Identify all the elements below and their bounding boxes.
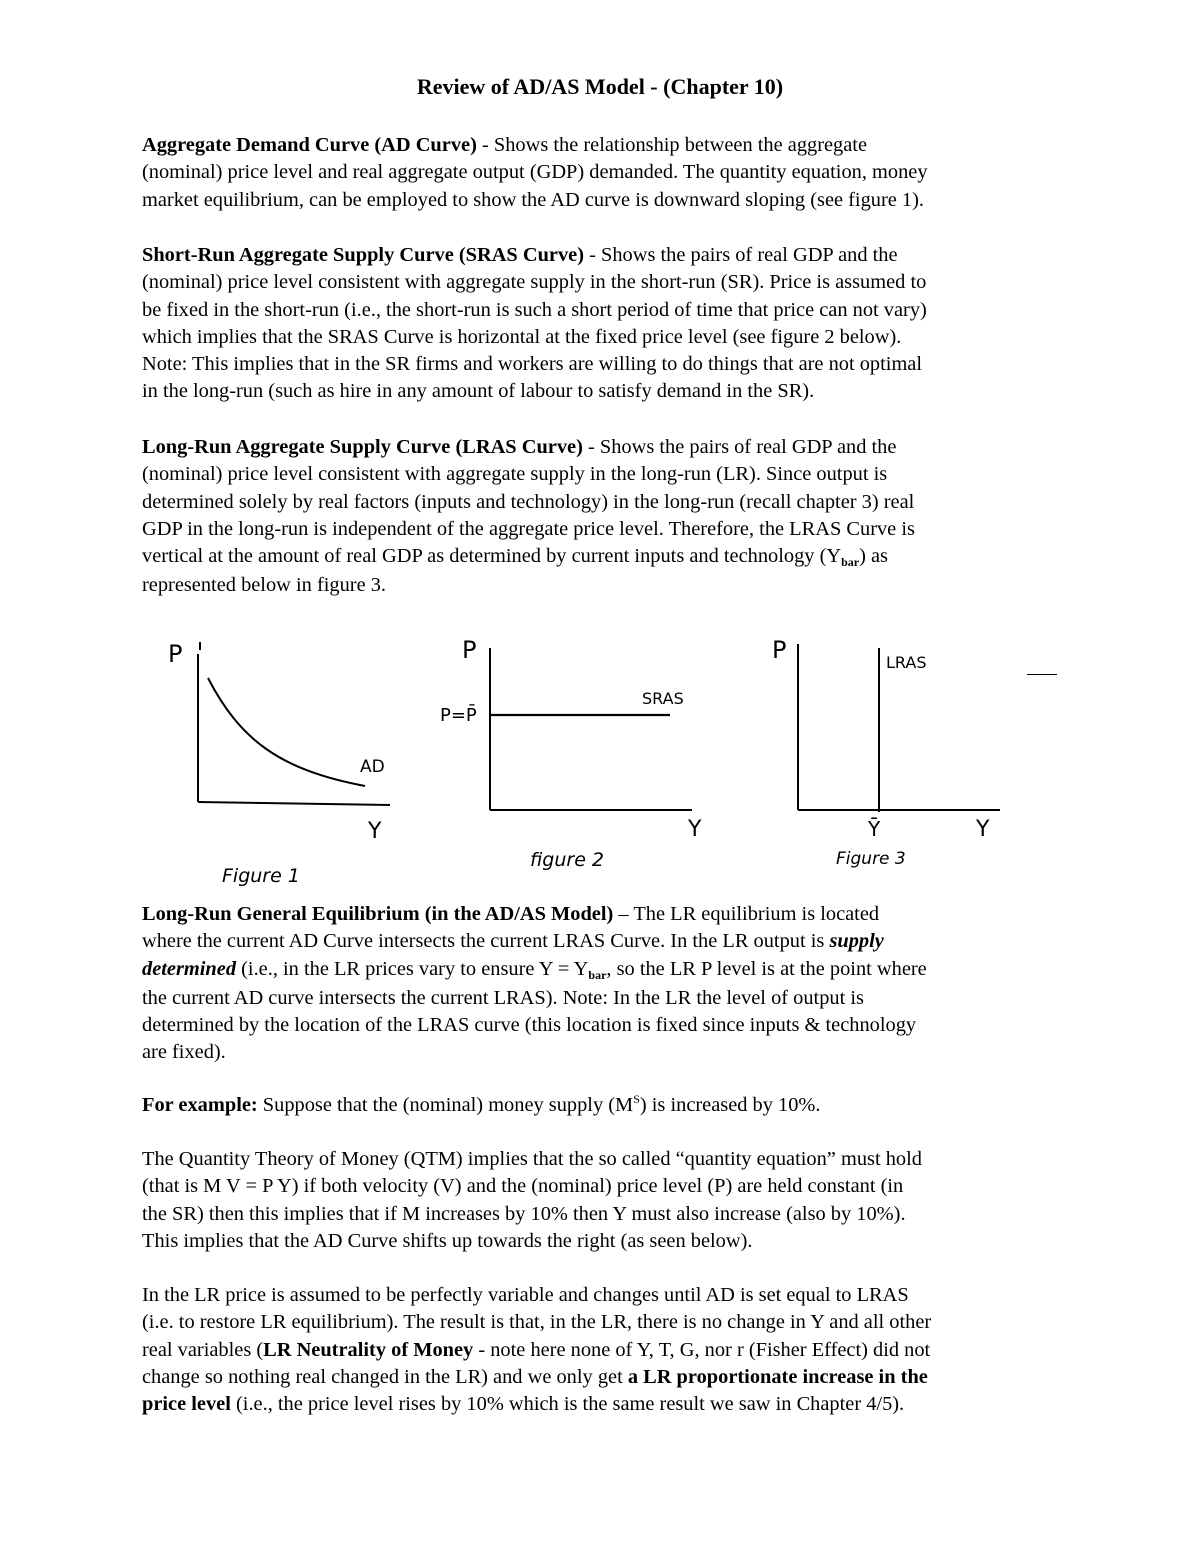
text-line: (nominal) price level consistent with aggregate supply in the short-run (SR). Price is assumed to — [142, 271, 927, 294]
figure-2-caption: figure 2 — [530, 849, 605, 871]
text-line: - Shows the pairs of real GDP and the — [584, 244, 898, 266]
figure-1-ad-diagram — [160, 630, 410, 890]
ad-heading: Aggregate Demand Curve (AD Curve) — [142, 134, 477, 156]
axis-label-y: Y — [688, 817, 702, 842]
text-line: the SR) then this implies that if M increases by 10% then Y must also increase (also by 10%). — [142, 1202, 906, 1225]
subscript: bar — [588, 967, 607, 982]
emphasis-text: a LR proportionate increase in the — [627, 1365, 928, 1388]
text-line: The Quantity Theory of Money (QTM) implies that the so called “quantity equation” must hold — [142, 1148, 922, 1170]
emphasis-text: supply — [829, 930, 884, 953]
sras-heading: Short-Run Aggregate Supply Curve (SRAS Curve) — [142, 244, 585, 266]
text-line: represented below in figure 3. — [142, 574, 387, 597]
text-line: (i.e. to restore LR equilibrium). The result is that, in the LR, there is no change in Y and all other — [142, 1311, 932, 1334]
text-line: - Shows the relationship between the aggregate — [476, 134, 868, 156]
price-level-label: P=P̄ — [440, 705, 477, 726]
text-line: GDP in the long-run is independent of the aggregate price level. Therefore, the LRAS Curve is — [142, 517, 915, 540]
axis-label-y: Y — [976, 817, 990, 842]
text-line: determined by the location of the LRAS curve (this location is fixed since inputs & technology — [142, 1014, 917, 1037]
axis-label-p: P — [168, 640, 183, 668]
text-line: which implies that the SRAS Curve is horizontal at the fixed price level (see figure 2 below). — [142, 325, 902, 348]
axis-label-y: Y — [368, 819, 382, 844]
ybar-label: Ȳ — [868, 817, 881, 841]
lras-curve-paragraph — [142, 434, 1062, 600]
figure-2-sras-diagram — [420, 630, 720, 890]
lr-price-paragraph — [142, 1282, 1062, 1418]
lr-equilibrium-paragraph — [142, 901, 1062, 1067]
text-line: where the current AD Curve intersects the current LRAS Curve. In the LR output is supply — [142, 930, 884, 953]
stray-dash-mark — [1027, 674, 1057, 675]
subscript: bar — [841, 555, 860, 570]
text-line: (nominal) price level and real aggregate output (GDP) demanded. The quantity equation, money — [142, 161, 928, 184]
text-line: the current AD curve intersects the current LRAS). Note: In the LR the level of output is — [142, 986, 864, 1009]
text-line: are fixed). — [142, 1041, 226, 1064]
figure-1-caption: Figure 1 — [222, 865, 300, 887]
axis-label-p: P — [462, 636, 477, 664]
qtm-paragraph — [142, 1146, 1062, 1255]
superscript: S — [633, 1092, 640, 1106]
example-paragraph: For example: Suppose that the (nominal) money supply $(M^S)$ is increased by 10%. — [142, 1092, 821, 1116]
text-line: change so nothing real changed in the LR) and we only get a LR proportionate increase in the — [142, 1365, 928, 1388]
text-line: This implies that the AD Curve shifts up towards the right (as seen below). — [142, 1229, 753, 1252]
axis-label-p: P — [772, 636, 787, 664]
x-axis — [198, 802, 390, 805]
ad-curve-paragraph — [142, 132, 1062, 214]
lras-curve-label: LRAS — [886, 653, 927, 672]
text-line: determined solely by real factors (inputs and technology) in the long-run (recall chapter 3) real — [142, 490, 915, 513]
figure-3-caption: Figure 3 — [836, 849, 906, 869]
text-line: (nominal) price level consistent with aggregate supply in the long-run (LR). Since output is — [142, 463, 888, 486]
figure-3-lras-diagram — [760, 630, 1020, 890]
emphasis-text: LR Neutrality of Money — [263, 1338, 474, 1361]
text-line: Note: This implies that in the SR firms and workers are willing to do things that are not optimal — [142, 353, 923, 376]
text-line: determined (i.e., in the LR prices vary to ensure Y = Ybar, so the LR P level is at the point where — [142, 957, 927, 982]
ad-curve — [208, 678, 365, 786]
emphasis-text: price level — [142, 1393, 231, 1416]
page-title: Review of AD/AS Model - (Chapter 10) — [416, 74, 784, 99]
text-line: In the LR price is assumed to be perfectly variable and changes until AD is set equal to LRAS — [142, 1284, 909, 1306]
lr-equilibrium-heading: Long-Run General Equilibrium (in the AD/AS Model) — [142, 903, 614, 925]
text-line: (that is M V = P Y) if both velocity (V) and the (nominal) price level (P) are held constant (in — [142, 1175, 904, 1198]
text-line: in the long-run (such as hire in any amount of labour to satisfy demand in the SR). — [142, 380, 815, 403]
lras-heading: Long-Run Aggregate Supply Curve (LRAS Curve) — [142, 436, 583, 458]
sras-curve-paragraph — [142, 242, 1062, 406]
text-line: real variables (LR Neutrality of Money - note here none of Y, T, G, nor r (Fisher Effect) did not — [142, 1338, 931, 1361]
emphasis-text: determined — [142, 957, 237, 980]
text-line: be fixed in the short-run (i.e., the short-run is such a short period of time that price can not vary) — [142, 298, 927, 321]
ad-curve-label: AD — [360, 757, 385, 777]
text-line: price level (i.e., the price level rises by 10% which is the same result we saw in Chapter 4/5). — [142, 1393, 905, 1416]
sras-curve-label: SRAS — [642, 689, 684, 708]
example-heading: For example: — [142, 1094, 258, 1116]
text-line: market equilibrium, can be employed to show the AD curve is downward sloping (see figure 1). — [142, 188, 925, 211]
text-line: vertical at the amount of real GDP as determined by current inputs and technology (Ybar) as — [142, 545, 888, 570]
text-line: - Shows the pairs of real GDP and the — [582, 436, 897, 458]
text-line: – The LR equilibrium is located — [613, 903, 880, 925]
